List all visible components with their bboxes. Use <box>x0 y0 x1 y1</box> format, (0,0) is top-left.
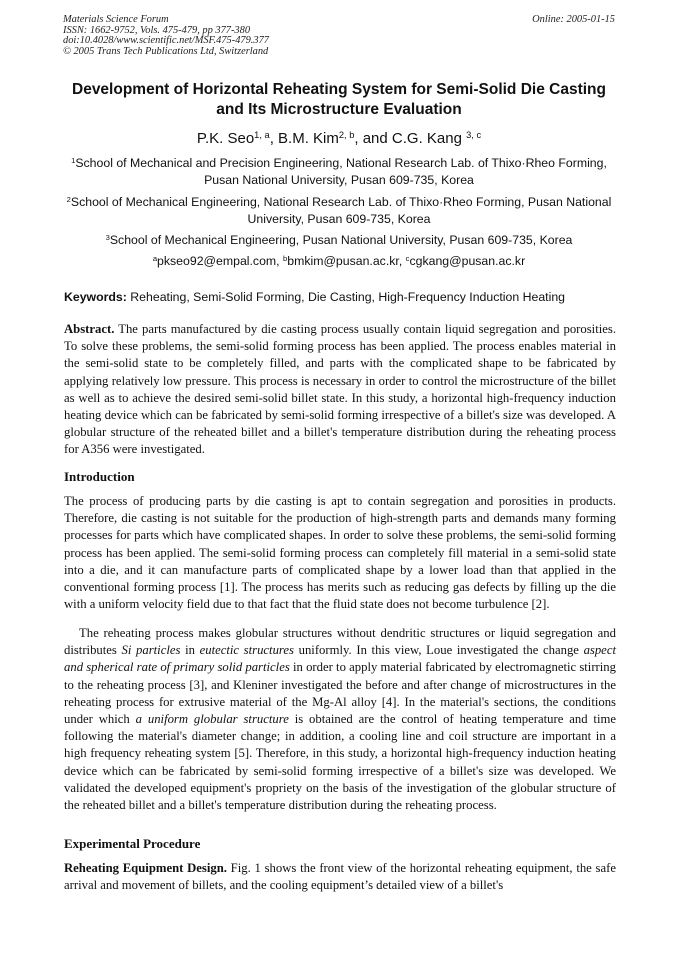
email-c-sup: c <box>405 253 410 263</box>
affiliation-1-text: School of Mechanical and Precision Engineering, National Research Lab. of Thixo·Rheo Forming, Pusan National University, Pusan 609-735, Korea <box>75 156 607 187</box>
experimental-text: Fig. 1 shows the front view of the horizontal reheating equipment, the safe arrival and movement of billets, and the cooling equipment’s detailed view of a billet's <box>64 861 616 893</box>
affiliation-2-text: School of Mechanical Engineering, National Research Lab. of Thixo·Rheo Forming, Pusan National University, Pusan 609-735, Korea <box>70 195 612 226</box>
affiliation-2-sup: 2 <box>66 194 71 204</box>
author-list <box>40 129 638 149</box>
keywords-text: Reheating, Semi-Solid Forming, Die Casting, High-Frequency Induction Heating <box>126 290 565 304</box>
title-line-1: Development of Horizontal Reheating System for Semi-Solid Die Casting <box>72 81 606 98</box>
online-date: Online: 2005-01-15 <box>532 14 615 25</box>
affiliation-1 <box>55 155 623 189</box>
intro-p2-italic-4: a uniform globular structure <box>135 712 289 727</box>
intro-p2-text-4: in order to apply material fabricated by electromagnetic stirring to the reheating process [3], and Kleniner investigated the before and after change of microstructures in the reheating process for extrusive material of the Mg-Al alloy [4]. In the material's sections, the conditions under which <box>64 660 616 727</box>
title-line-2: and Its Microstructure Evaluation <box>216 101 462 118</box>
abstract-text: The parts manufactured by die casting process usually contain liquid segregation and porosities. To solve these problems, the semi-solid forming process has been applied. The process enables material in the semi-solid state to be completely filled, and parts with the complicated shape to be fabricated by applying relatively low pressure. This process is necessary in order to control the microstructure of the billet as well as to achieve the desired semi-solid billet state. In this study, a horizontal high-frequency induction heating device which can be fabricated by semi-solid forming irrespective of a billet's size was developed. A globular structure of the reheated billet and a billet's temperature distribution during the reheating process for A356 were investigated. <box>64 322 616 457</box>
author-3: , and C.G. Kang <box>354 130 467 147</box>
affiliation-1-sup: 1 <box>71 155 76 165</box>
affiliation-3-sup: 3 <box>105 232 110 242</box>
abstract <box>64 321 616 459</box>
affiliation-2 <box>55 194 623 228</box>
author-2: , B.M. Kim <box>269 130 339 147</box>
email-b-sup: b <box>283 253 288 263</box>
intro-p2-italic-1: Si particles <box>121 643 181 658</box>
issn-line: ISSN: 1662-9752, Vols. 475-479, pp 377-380 <box>63 24 251 36</box>
email-c[interactable]: cgkang@pusan.ac.kr <box>409 254 526 268</box>
experimental-paragraph-1 <box>64 860 616 894</box>
email-a-sup: a <box>152 253 158 263</box>
author-1: P.K. Seo <box>196 130 255 147</box>
intro-p2-text-1: The reheating process makes globular structures without dendritic structures or liquid segregation and distributes <box>64 626 616 658</box>
doi-line: doi:10.4028/www.scientific.net/MSF.475-479.377 <box>63 35 269 47</box>
paper-title <box>40 80 638 120</box>
section-heading-introduction: Introduction <box>64 469 135 484</box>
keywords-label: Keywords: <box>64 290 127 304</box>
journal-header <box>63 15 615 57</box>
affiliation-3 <box>55 232 623 249</box>
intro-p2-italic-2: eutectic structures <box>199 643 294 658</box>
abstract-label: Abstract. <box>64 322 115 336</box>
intro-p2-italic-3: aspect and spherical rate of primary solid particles <box>64 643 616 675</box>
intro-paragraph-1: The process of producing parts by die casting is apt to contain segregation and porosities in products. Therefore, die casting is not suitable for the production of high-strength parts and demands many forming processes for parts which have complicated shapes. In order to solve these problems, the semi-solid forming process has been applied. The semi-solid forming process can completely fill material in a semi-solid state into a die, and it can manufacture parts of complicated shape by a lower load than that applied in the conventional forming process [1]. The process has merits such as reducing gas defects by filling up the die with a uniform velocity field due to that fact that the fluid state does not become turbulence [2]. <box>64 494 616 612</box>
copyright-line: © 2005 Trans Tech Publications Ltd, Switzerland <box>63 45 269 57</box>
journal-name: Materials Science Forum <box>63 14 169 25</box>
author-2-sup: 2, b <box>338 129 355 140</box>
affiliation-3-text: School of Mechanical Engineering, Pusan National University, Pusan 609-735, Korea <box>109 233 573 247</box>
intro-p2-text-3: uniformly. In this view, Loue investigated the change <box>293 643 584 658</box>
intro-paragraph-2 <box>64 625 616 814</box>
keywords <box>64 289 616 306</box>
email-b[interactable]: bmkim@pusan.ac.kr, <box>287 254 406 268</box>
author-3-sup: 3, c <box>466 129 482 140</box>
intro-p2-text-2: in <box>180 643 200 658</box>
experimental-subheading: Reheating Equipment Design. <box>64 861 227 875</box>
email-list <box>55 253 623 270</box>
intro-p2-text-5: is obtained are the control of heating temperature and time following the material's diameter change; in addition, a cooling line and coil structure are important in a high frequency reheating system [5]. Therefore, in this study, a horizontal high-frequency induction heating device which can be fabricated by semi-solid forming irrespective of a billet's size was developed. We validated the developed equipment's propriety on the basis of the investigation of the globular structure of the reheated billet and a billet's temperature distribution during the reheating process. <box>64 712 616 813</box>
section-heading-experimental: Experimental Procedure <box>64 836 201 851</box>
author-1-sup: 1, a <box>254 129 270 140</box>
email-a[interactable]: pkseo92@empal.com, <box>157 254 283 268</box>
